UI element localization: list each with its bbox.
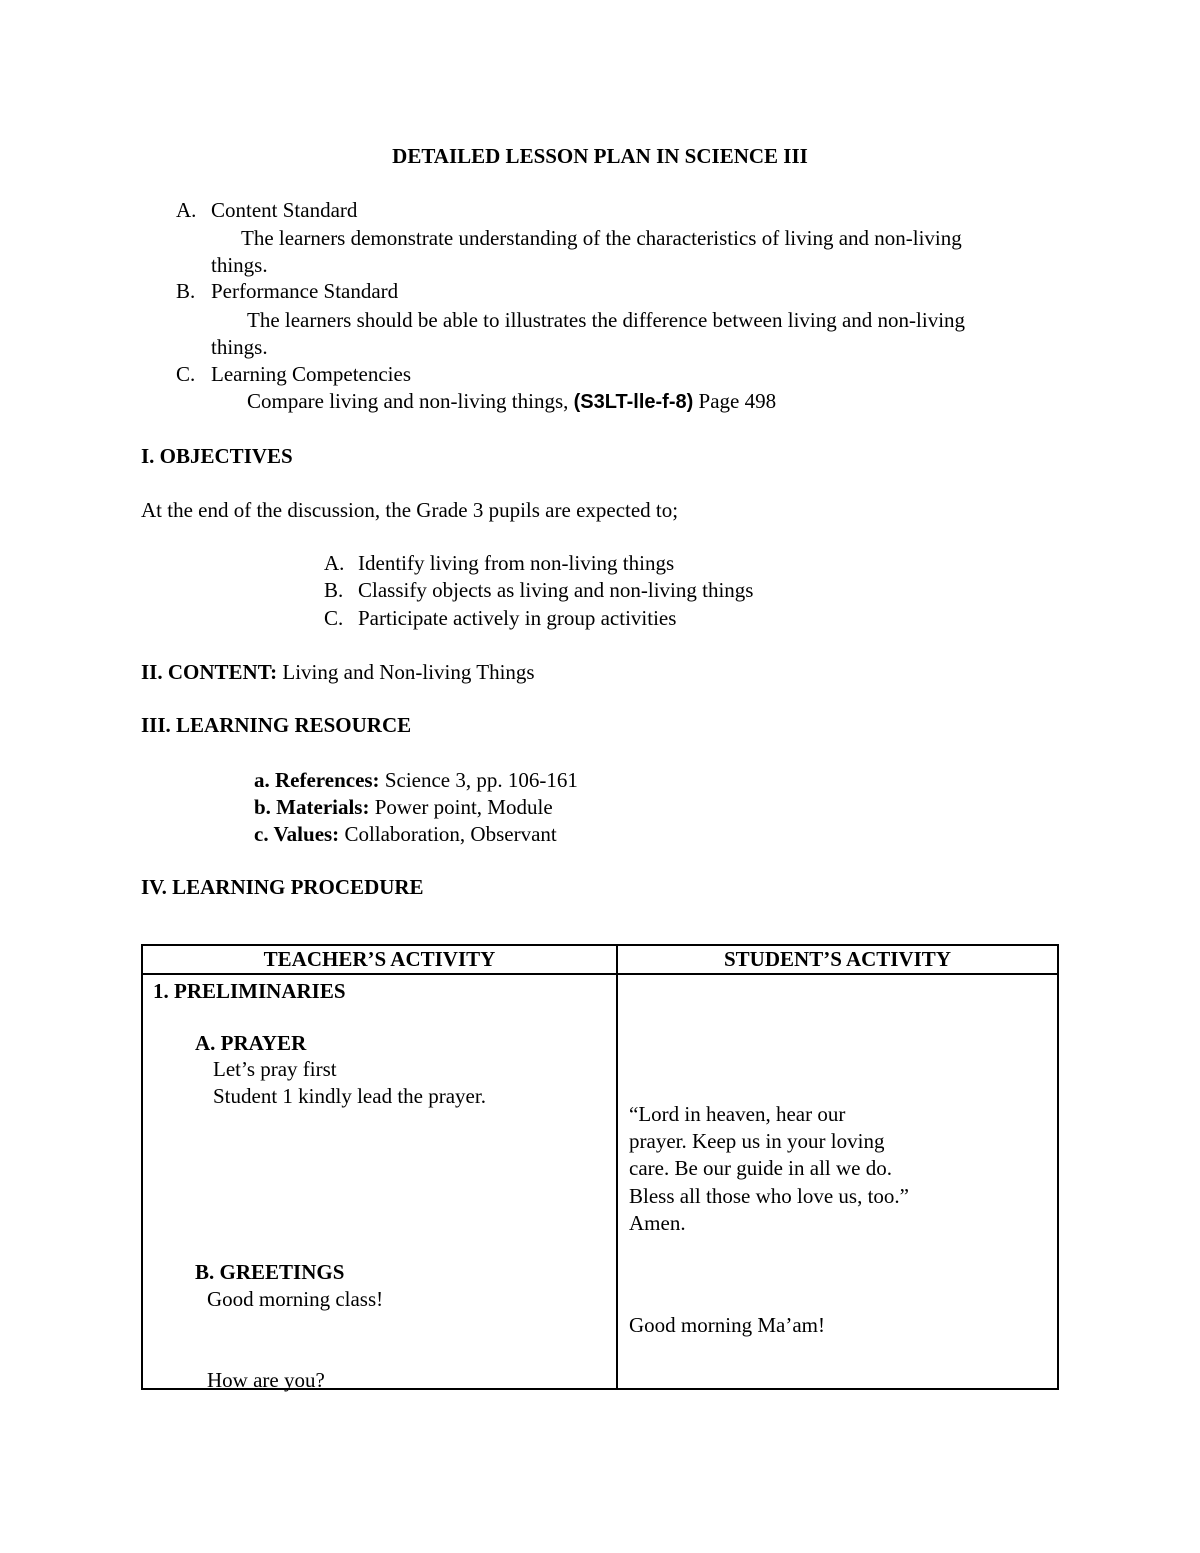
table-row: [142, 974, 1058, 1389]
content-standard-label: Content Standard: [211, 198, 358, 222]
references-line: [254, 770, 578, 791]
learning-competencies-label: Learning Competencies: [211, 362, 412, 386]
materials-label: b. Materials:: [254, 795, 370, 819]
learning-procedure-heading: IV. LEARNING PROCEDURE: [141, 875, 424, 899]
standard-c-marker: C.: [176, 362, 196, 386]
objectives-intro: At the end of the discussion, the Grade 3 pupils are expected to;: [141, 498, 679, 522]
content-text: Living and Non-living Things: [277, 660, 535, 684]
preliminaries-heading: 1. PRELIMINARIES: [153, 979, 346, 1003]
greetings-heading: B. GREETINGS: [195, 1260, 345, 1284]
references-value: Science 3, pp. 106-161: [379, 768, 578, 792]
how-are-you-line: How are you?: [207, 1368, 325, 1392]
greetings-teacher-line: Good morning class!: [207, 1287, 384, 1311]
prayer-lead-instruction: Student 1 kindly lead the prayer.: [213, 1084, 486, 1108]
prayer-heading: A. PRAYER: [195, 1031, 307, 1055]
content-standard-text: The learners demonstrate understanding of the characteristics of living and non-living: [241, 226, 962, 250]
teacher-activity-cell: [142, 974, 617, 1392]
content-heading: II. CONTENT:: [141, 660, 278, 684]
prayer-instruction: Let’s pray first: [213, 1057, 337, 1081]
learning-competencies-text: [247, 391, 776, 412]
content-line: [141, 662, 535, 683]
objective-c-text: Participate actively in group activities: [358, 606, 677, 630]
procedure-table: [141, 944, 1059, 1390]
performance-standard-text-cont: things.: [211, 335, 268, 359]
objective-b-marker: B.: [324, 578, 344, 602]
values-line: [254, 824, 557, 845]
content-standard-text-cont: things.: [211, 253, 268, 277]
prayer-response-line: “Lord in heaven, hear our: [629, 1102, 846, 1126]
competency-page: Page 498: [693, 389, 777, 413]
greetings-response: Good morning Ma’am!: [629, 1313, 825, 1337]
materials-line: [254, 797, 553, 818]
objective-c-marker: C.: [324, 606, 344, 630]
prayer-response-line: care. Be our guide in all we do.: [629, 1156, 892, 1180]
objective-b-text: Classify objects as living and non-living things: [358, 578, 754, 602]
values-value: Collaboration, Observant: [339, 822, 557, 846]
student-activity-header: STUDENT’S ACTIVITY: [617, 945, 1058, 974]
competency-text: Compare living and non-living things,: [247, 389, 574, 413]
materials-value: Power point, Module: [369, 795, 553, 819]
procedure-table-header: [142, 945, 1058, 974]
performance-standard-text: The learners should be able to illustrates the difference between living and non-living: [247, 308, 966, 332]
objectives-heading: I. OBJECTIVES: [141, 444, 293, 468]
standard-a-marker: A.: [176, 198, 197, 222]
values-label: c. Values:: [254, 822, 340, 846]
objective-a-marker: A.: [324, 551, 345, 575]
standard-b-marker: B.: [176, 279, 196, 303]
prayer-response-line: prayer. Keep us in your loving: [629, 1129, 885, 1153]
objective-a-text: Identify living from non-living things: [358, 551, 675, 575]
learning-resource-heading: III. LEARNING RESOURCE: [141, 713, 412, 737]
student-activity-cell: [617, 974, 1058, 1389]
competency-code: (S3LT-lle-f-8): [573, 391, 694, 413]
references-label: a. References:: [254, 768, 380, 792]
teacher-activity-header: TEACHER’S ACTIVITY: [142, 945, 617, 974]
prayer-response-line: Amen.: [629, 1211, 686, 1235]
prayer-response-line: Bless all those who love us, too.”: [629, 1184, 909, 1208]
performance-standard-label: Performance Standard: [211, 279, 399, 303]
page-title: DETAILED LESSON PLAN IN SCIENCE III: [392, 144, 808, 168]
